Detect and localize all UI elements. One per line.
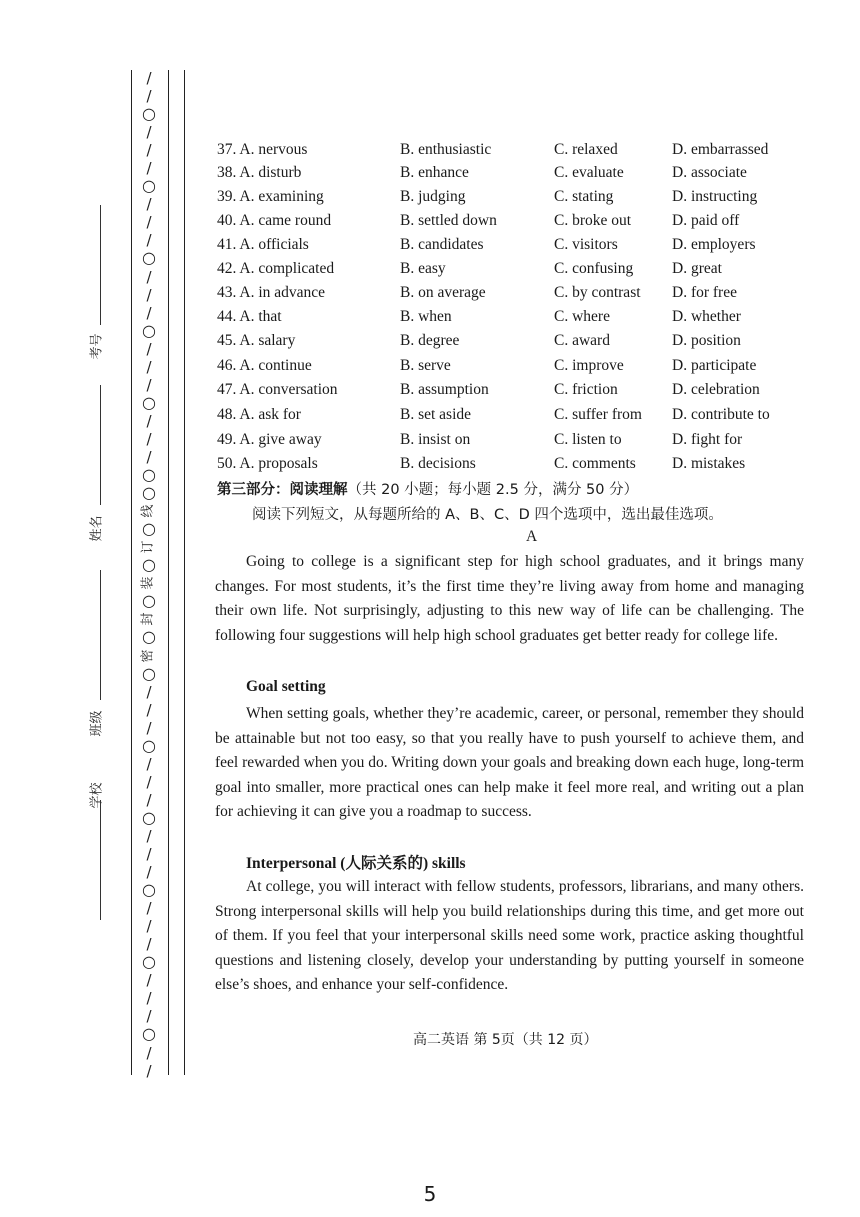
option-d: D. employers [672, 236, 756, 253]
seal-char-line: 线 [140, 504, 156, 518]
option-row-45 [217, 332, 817, 356]
option-a: 37. A. nervous [217, 141, 308, 158]
passage-label: A [526, 528, 538, 545]
option-row-40 [217, 212, 817, 236]
option-c: C. stating [554, 188, 614, 205]
option-row-47 [217, 381, 817, 405]
option-a: 41. A. officials [217, 236, 309, 253]
class-label: 班级 [89, 710, 105, 737]
section-title: 第三部分：阅读理解 [217, 482, 348, 498]
option-a: 42. A. complicated [217, 260, 335, 277]
passage-goal-setting: When setting goals, whether they’re academic, career, or personal, remember they should be attainable but not too easy, so that you really have to push yourself to achieve them, and feel rewarded when you do. Writing down your goals and breaking down each huge, long-term goal into smaller, more practical ones can help make it feel more real, and writing out a plan for achieving it can give you a roadmap to success. [215, 705, 804, 821]
option-b: B. judging [400, 188, 466, 205]
option-d: D. for free [672, 284, 737, 301]
option-a: 49. A. give away [217, 431, 322, 448]
option-d: D. whether [672, 308, 741, 325]
heading-goal-setting: Goal setting [246, 678, 326, 695]
option-a: 44. A. that [217, 308, 282, 325]
option-a: 47. A. conversation [217, 381, 338, 398]
page-footer: 高二英语 第 5页（共 12 页） [413, 1032, 598, 1048]
option-d: D. paid off [672, 212, 740, 229]
option-b: B. when [400, 308, 452, 325]
option-row-38 [217, 164, 817, 188]
option-a: 46. A. continue [217, 357, 312, 374]
heading-interpersonal-skills: Interpersonal (人际关系的) skills [246, 855, 466, 872]
option-d: D. position [672, 332, 741, 349]
option-c: C. friction [554, 381, 618, 398]
option-c: C. where [554, 308, 610, 325]
option-d: D. participate [672, 357, 757, 374]
option-c: C. confusing [554, 260, 634, 277]
option-b: B. serve [400, 357, 451, 374]
option-row-43 [217, 284, 817, 308]
option-row-39 [217, 188, 817, 212]
seal-char-ding: 订 [140, 540, 156, 554]
option-b: B. decisions [400, 455, 476, 472]
option-row-42 [217, 260, 817, 284]
option-c: C. improve [554, 357, 624, 374]
option-d: D. embarrassed [672, 141, 769, 158]
seal-char-zhuang: 装 [140, 576, 156, 590]
option-c: C. by contrast [554, 284, 641, 301]
seal-column: / / ○ / / / ○ / / / ○ / / / ○ / / / ○ / / / ○ ○ 线 ○ 订 ○ 装 ○ 封 ○ 密 ○ / / / ○ / / / ○ / / / ○ / / / ○ / / / ○ / / [140, 69, 156, 1080]
option-row-44 [217, 308, 817, 332]
school-label: 学校 [89, 782, 105, 809]
exam-no-label: 考号 [89, 333, 105, 360]
margin-line-left [131, 70, 132, 1075]
passage-intro: Going to college is a significant step for high school graduates, and it brings many changes. For most students, it’s the first time they’re living away from home and managing their own life. Not surprisingly, adjusting to this new way of life can be challenging. The following four suggestions will help high school graduates get better ready for college life. [215, 553, 804, 644]
name-label: 姓名 [89, 515, 105, 542]
school-underline [100, 800, 101, 920]
option-c: C. evaluate [554, 164, 624, 181]
option-b: B. set aside [400, 406, 472, 423]
class-underline [100, 570, 101, 700]
option-c: C. suffer from [554, 406, 642, 423]
option-row-50 [217, 455, 817, 479]
option-a: 40. A. came round [217, 212, 332, 229]
page-number: 5 [423, 1182, 437, 1206]
option-b: B. enthusiastic [400, 141, 492, 158]
option-d: D. mistakes [672, 455, 746, 472]
option-b: B. easy [400, 260, 446, 277]
option-a: 39. A. examining [217, 188, 324, 205]
option-row-41 [217, 236, 817, 260]
option-b: B. degree [400, 332, 460, 349]
binding-margin [0, 0, 200, 1217]
option-a: 38. A. disturb [217, 164, 302, 181]
option-b: B. settled down [400, 212, 497, 229]
option-d: D. instructing [672, 188, 758, 205]
option-d: D. contribute to [672, 406, 770, 423]
option-d: D. fight for [672, 431, 743, 448]
margin-line-right [184, 70, 185, 1075]
option-b: B. candidates [400, 236, 484, 253]
section-desc: （共 20 小题；每小题 2.5 分，满分 50 分） [347, 482, 639, 498]
option-d: D. great [672, 260, 722, 277]
option-b: B. insist on [400, 431, 471, 448]
option-a: 50. A. proposals [217, 455, 318, 472]
option-c: C. comments [554, 455, 636, 472]
option-d: D. associate [672, 164, 747, 181]
seal-char-mi: 密 [140, 648, 156, 663]
section-instruction: 阅读下列短文，从每题所给的 A、B、C、D 四个选项中，选出最佳选项。 [252, 507, 723, 523]
option-c: C. broke out [554, 212, 632, 229]
option-b: B. on average [400, 284, 486, 301]
option-b: B. assumption [400, 381, 489, 398]
name-underline [100, 385, 101, 505]
option-a: 48. A. ask for [217, 406, 301, 423]
option-d: D. celebration [672, 381, 760, 398]
exam-no-underline [100, 205, 101, 325]
option-c: C. visitors [554, 236, 618, 253]
seal-char-feng: 封 [140, 612, 156, 626]
margin-line-mid [168, 70, 169, 1075]
option-c: C. award [554, 332, 610, 349]
option-c: C. listen to [554, 431, 622, 448]
option-a: 43. A. in advance [217, 284, 326, 301]
option-row-37 [217, 141, 817, 165]
option-row-49 [217, 431, 817, 455]
option-a: 45. A. salary [217, 332, 296, 349]
option-row-46 [217, 357, 817, 381]
option-c: C. relaxed [554, 141, 618, 158]
option-row-48 [217, 406, 817, 430]
section-header [217, 478, 638, 499]
option-b: B. enhance [400, 164, 469, 181]
passage-interpersonal-skills: At college, you will interact with fellow students, professors, librarians, and many others. Strong interpersonal skills will help you build relationships during this time, and get more out of them. If you feel that your interpersonal skills need some work, practice asking thoughtful questions and listening closely, develop your understanding by putting yourself in someone else’s shoes, and enhance your self-confidence. [215, 878, 804, 994]
